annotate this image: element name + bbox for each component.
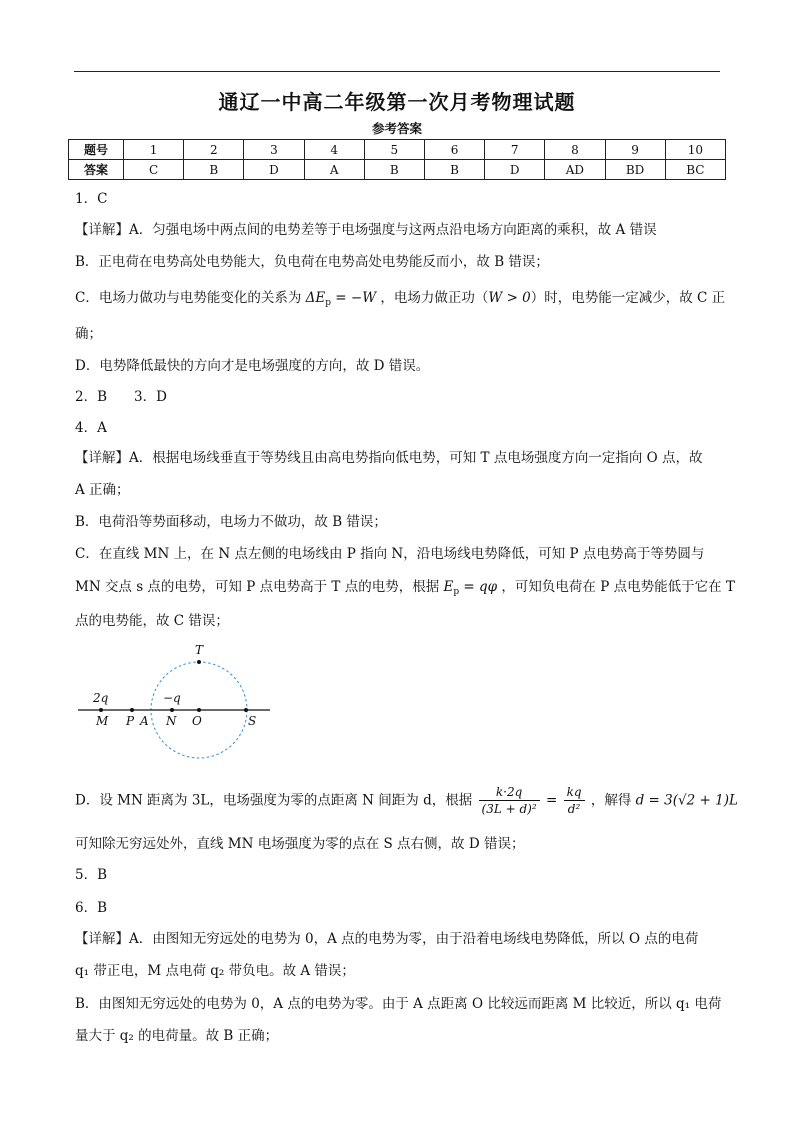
- explanation-line: B．由图知无穷远处的电势为 0，A 点的电势为零。由于 A 点距离 O 比较远而距离 M 比较近，所以 q₁ 电荷: [75, 996, 722, 1012]
- point-n: [170, 708, 174, 712]
- label-p: P: [126, 714, 135, 728]
- point-p: [130, 708, 134, 712]
- formula-d: d = 3(√2 + 1)L: [635, 792, 738, 809]
- explanation-line: [75, 785, 738, 817]
- table-cell: C: [124, 160, 184, 180]
- table-cell: B: [364, 160, 424, 180]
- top-rule: [74, 71, 720, 72]
- explanation-line: 量大于 q₂ 的电荷量。故 B 正确；: [75, 1028, 279, 1044]
- explanation-line: A 正确；: [75, 482, 130, 498]
- label-t: T: [195, 643, 204, 657]
- explanation-line: 可知除无穷远处外，直线 MN 电场强度为零的点在 S 点右侧，故 D 错误；: [75, 836, 525, 852]
- explanation-line: B．正电荷在电势高处电势能大，负电荷在电势高处电势能反而小，故 B 错误；: [75, 254, 549, 270]
- answer-table: [68, 139, 726, 180]
- text-segment: D．设 MN 距离为 3L，电场强度为零的点距离 N 间距为 d，根据: [75, 792, 473, 809]
- fraction-right: [564, 785, 585, 817]
- formula-text: = −W: [331, 290, 377, 306]
- formula-delta-e: [306, 290, 376, 306]
- label-m: M: [96, 714, 109, 728]
- table-cell: D: [244, 160, 304, 180]
- label-a: A: [140, 714, 149, 728]
- fraction-left: [479, 785, 540, 817]
- answer-line: 6．B: [75, 900, 108, 916]
- text-segment: MN 交点 s 点的电势，可知 P 点电势高于 T 点的电势，根据: [75, 579, 440, 595]
- field-diagram: [75, 640, 275, 760]
- table-cell: 7: [485, 140, 545, 160]
- explanation-line: [75, 578, 735, 601]
- table-cell: 9: [605, 140, 665, 160]
- text-segment: ，解得: [590, 792, 632, 809]
- text-segment: C．电场力做功与电势能变化的关系为: [75, 290, 302, 306]
- table-cell: BD: [605, 160, 665, 180]
- text-segment: ，电场力做正功（: [380, 290, 489, 306]
- table-row-numbers: [69, 140, 726, 160]
- table-cell: B: [424, 160, 484, 180]
- explanation-line: q₁ 带正电，M 点电荷 q₂ 带负电。故 A 错误；: [75, 963, 355, 979]
- formula-text: ΔE: [305, 290, 326, 306]
- explanation-line: B．电荷沿等势面移动，电场力不做功，故 B 错误；: [75, 514, 387, 530]
- table-cell: 8: [545, 140, 605, 160]
- explanation-line: [75, 289, 725, 312]
- table-answer-label: 答案: [69, 160, 124, 180]
- label-s: S: [248, 714, 257, 728]
- formula-text: = qφ: [459, 579, 498, 595]
- answer-line: 1．C: [75, 191, 108, 207]
- explanation-line: D．电势降低最快的方向才是电场强度的方向，故 D 错误。: [75, 358, 430, 374]
- table-cell: AD: [545, 160, 605, 180]
- table-cell: 6: [424, 140, 484, 160]
- label-o: O: [192, 714, 202, 728]
- text-segment: ，可知负电荷在 P 点电势能低于它在 T: [501, 579, 735, 595]
- formula-text: E: [443, 579, 454, 595]
- explanation-line: 【详解】A．根据电场线垂直于等势线且由高电势指向低电势，可知 T 点电场强度方向一定指向 O 点，故: [75, 450, 703, 466]
- explanation-line: C．在直线 MN 上，在 N 点左侧的电场线由 P 指向 N，沿电场线电势降低，可知 P 点电势高于等势圆与: [75, 546, 705, 562]
- answer-line: 2．B 3．D: [75, 389, 167, 405]
- page-subtitle: 参考答案: [371, 121, 422, 136]
- label-n: N: [166, 714, 177, 728]
- fraction-num: kq: [564, 785, 585, 801]
- table-cell: 5: [364, 140, 424, 160]
- formula-sub: p: [453, 587, 460, 597]
- table-cell: 2: [184, 140, 244, 160]
- formula-w: W > 0: [488, 290, 531, 306]
- fraction-den: d²: [567, 802, 581, 816]
- point-o: [197, 708, 201, 712]
- equals-sign: =: [541, 792, 562, 809]
- formula-ep: [444, 579, 498, 595]
- table-cell: A: [304, 160, 364, 180]
- point-t: [197, 660, 201, 664]
- explanation-line: 点的电势能，故 C 错误；: [75, 613, 229, 629]
- text-segment: ）时，电势能一定减少，故 C 正: [530, 290, 726, 306]
- label-q-n: −q: [163, 691, 181, 705]
- fraction-den: (3L + d)²: [481, 802, 537, 816]
- answer-line: 4．A: [75, 420, 107, 436]
- explanation-line: 【详解】A．匀强电场中两点间的电势差等于电场强度与这两点沿电场方向距离的乘积，故 A 错误: [75, 222, 657, 238]
- formula-sub: p: [325, 298, 332, 308]
- point-s: [244, 708, 248, 712]
- answer-line: 5．B: [75, 867, 108, 883]
- table-cell: 4: [304, 140, 364, 160]
- fraction-num: k·2q: [479, 785, 540, 801]
- table-cell: B: [184, 160, 244, 180]
- table-cell: 1: [124, 140, 184, 160]
- table-row-answers: [69, 160, 726, 180]
- table-header-label: 题号: [69, 140, 124, 160]
- explanation-line: 确；: [75, 326, 102, 342]
- explanation-line: 【详解】A．由图知无穷远处的电势为 0，A 点的电势为零，由于沿着电场线电势降低，所以 O 点的电荷: [75, 931, 699, 947]
- table-cell: 10: [665, 140, 725, 160]
- point-m: [99, 708, 103, 712]
- table-cell: 3: [244, 140, 304, 160]
- table-cell: D: [485, 160, 545, 180]
- page-title: 通辽一中高二年级第一次月考物理试题: [218, 90, 576, 114]
- table-cell: BC: [665, 160, 725, 180]
- label-q-m: 2q: [93, 691, 109, 705]
